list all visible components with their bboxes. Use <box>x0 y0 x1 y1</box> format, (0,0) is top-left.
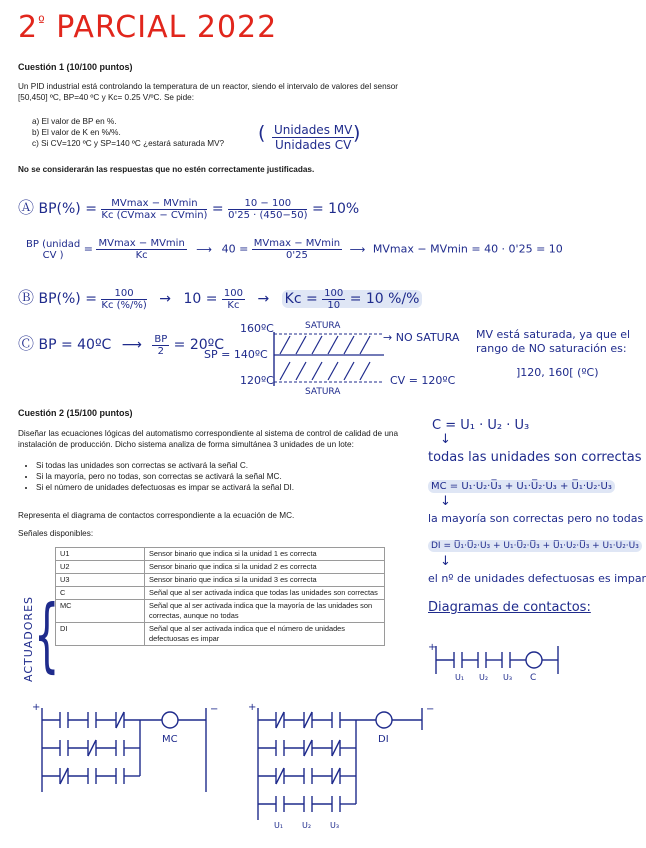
minus-sign: − <box>426 704 435 715</box>
signals-label: Señales disponibles: <box>18 529 94 538</box>
table-row: DI Señal que al ser activada indica que el número de unidades defectuosas es impar <box>56 623 385 646</box>
units-bracket-left: ( <box>258 122 266 144</box>
q2-statement: Diseñar las ecuaciones lógicas del automatismo correspondiente al sistema de control de calidad de una instalación de producción. Dicho sistema analiza de forma simultánea 3 unidades de un lote: <box>18 429 399 449</box>
contact-label: U₂ <box>302 821 312 830</box>
answer-b-label: Ⓑ <box>18 288 35 307</box>
q1-item: a) El valor de BP en %. <box>32 117 117 126</box>
q2-represent: Representa el diagrama de contactos correspondiente a la ecuación de MC. <box>18 511 295 520</box>
answer-a-label: Ⓐ <box>18 198 35 217</box>
desc-c: todas las unidades son correctas <box>428 450 642 465</box>
arrow-down-icon: ↓ <box>440 494 451 509</box>
ladder-mc <box>30 700 220 800</box>
table-row: U2 Sensor binario que indica si la unidad 2 es correcta <box>56 561 385 574</box>
answer-a: Ⓐ BP(%) = $\frac{MVmax - MVmin}{Kc (CVmax - CVmin)}$ = $\frac{10 - 100}{0'25 \cdot (450-50)}$ = 10% <box>18 197 360 221</box>
answer-c: Ⓒ BP = 40ºC ⟶ $\frac{BP}{2}$ = 20ºC <box>18 333 225 357</box>
sp-label: SP = 140ºC <box>204 348 268 361</box>
satura-bottom: SATURA <box>305 387 341 397</box>
q1-item: b) El valor de K en %/%. <box>32 128 121 137</box>
desc-di: el nº de unidades defectuosas es impar <box>428 572 646 585</box>
q2-bullet: • Si todas las unidades son correctas se activará la señal C. <box>36 460 428 471</box>
plus-sign: + <box>428 642 437 653</box>
contact-label: U₃ <box>330 821 340 830</box>
q2-bullets <box>20 460 428 493</box>
ladder-di <box>246 700 436 840</box>
page-title: $2^º$ PARCIAL 2022 <box>18 10 278 45</box>
actuadores-label: ACTUADORES <box>22 595 35 682</box>
minus-sign: − <box>210 704 219 715</box>
satura-top: SATURA <box>305 321 341 331</box>
eq-c: C = U₁ · U₂ · U₃ <box>432 418 530 433</box>
eq-di: DI = U̅₁·U̅₂·U₃ + U₁·U̅₂·U̅₃ + U̅₁·U₂·U̅₃ + U₁·U₂·U₃ <box>428 540 642 552</box>
table-row: U1 Sensor binario que indica si la unidad 1 es correcta <box>56 548 385 561</box>
units-fraction: Unidades MV Unidades CV <box>274 123 353 152</box>
actuadores-brace: { <box>34 590 60 682</box>
q2-bullet: • Si el número de unidades defectuosas es impar se activará la señal DI. <box>36 482 428 493</box>
answer-b: Ⓑ BP(%) = $\frac{100}{Kc (\%/\%)}$ → 10 = $\frac{100}{Kc}$ → Kc = $\frac{100}{10}$ = 10 %/% <box>18 285 422 311</box>
desc-mc: la mayoría son correctas pero no todas <box>428 512 644 525</box>
signals-table <box>55 547 385 646</box>
coil-label: MC <box>162 734 178 745</box>
cv-label: CV = 120ºC <box>390 374 456 387</box>
contact-label: U₂ <box>479 673 489 682</box>
q1-item: c) Si CV=120 ºC y SP=140 ºC ¿estará saturada MV? <box>32 139 225 148</box>
plus-sign: + <box>248 702 257 713</box>
q1-items <box>32 116 272 149</box>
answer-c-label: Ⓒ <box>18 334 35 353</box>
eq-mc: MC = U₁·U₂·U̅₃ + U₁·U̅₂·U₃ + U̅₁·U₂·U₃ <box>428 480 615 493</box>
no-satura: → NO SATURA <box>383 331 460 344</box>
coil-label: DI <box>378 734 389 745</box>
q2-heading: Cuestión 2 (15/100 puntos) <box>18 408 133 418</box>
temp-120: 120ºC <box>240 374 274 387</box>
contact-label: U₃ <box>503 673 513 682</box>
q1-statement: Un PID industrial está controlando la temperatura de un reactor, siendo el intervalo de valores del sensor [50,450] ºC, BP=40 ºC y Kc= 0.25 V/ºC. Se pide: <box>18 82 399 102</box>
temp-160: 160ºC <box>240 322 274 335</box>
table-row: U3 Sensor binario que indica si la unidad 3 es correcta <box>56 574 385 587</box>
table-row: MC Señal que al ser activada indica que la mayoría de las unidades son correctas, aunque no todas <box>56 600 385 623</box>
arrow-down-icon: ↓ <box>440 554 451 569</box>
units-bracket-right: ) <box>353 122 361 144</box>
q1-heading: Cuestión 1 (10/100 puntos) <box>18 62 133 72</box>
q2-bullet: • Si la mayoría, pero no todas, son correctas se activará la señal MC. <box>36 471 428 482</box>
plus-sign: + <box>32 702 41 713</box>
arrow-down-icon: ↓ <box>440 432 451 447</box>
table-row: C Señal que al ser activada indica que todas las unidades son correctas <box>56 587 385 600</box>
bp-unidad-line: BP (unidad CV ) = $\frac{MVmax - MVmin}{Kc}$ ⟶ 40 = $\frac{MVmax - MVmin}{0'25}$ ⟶ MVmax − MVmin = 40 · 0'25 = 10 <box>26 238 563 261</box>
contact-label: U₁ <box>274 821 284 830</box>
contact-label: U₁ <box>455 673 465 682</box>
conclusion: MV está saturada, ya que el rango de NO saturación es: ]120, 160[ (ºC) <box>476 328 631 379</box>
diagram-title: Diagramas de contactos: <box>428 600 591 615</box>
q1-note: No se considerarán las respuestas que no estén correctamente justificadas. <box>18 165 315 174</box>
ladder-c <box>428 640 598 684</box>
coil-label: C <box>530 673 537 683</box>
saturation-sketch <box>272 330 388 390</box>
